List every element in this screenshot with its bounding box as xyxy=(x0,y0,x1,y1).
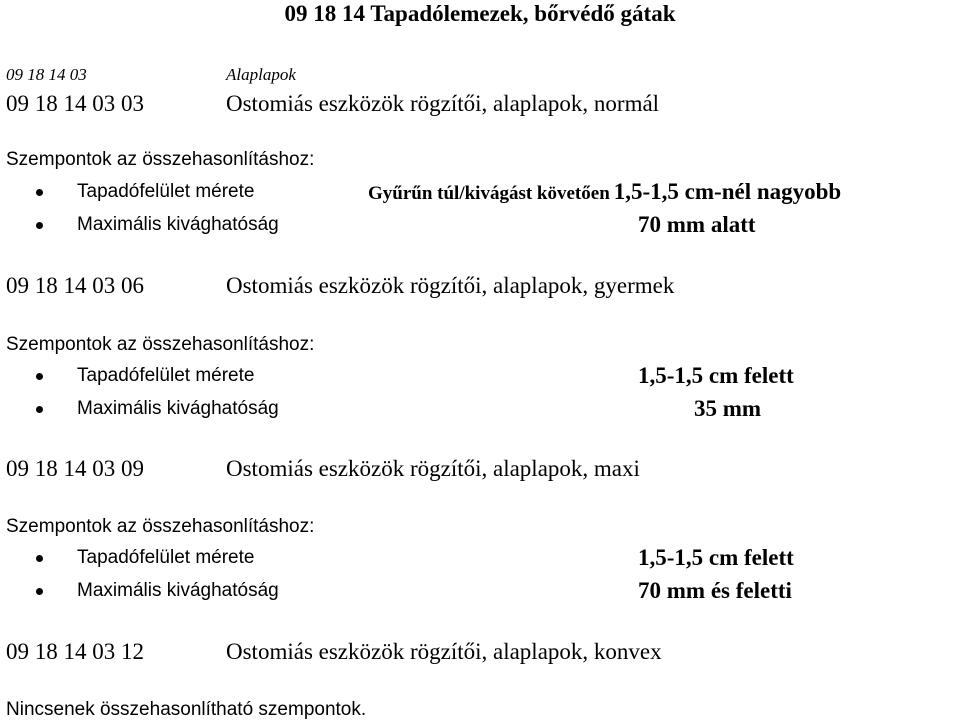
criterion-label: Maximális kivághatóság xyxy=(77,580,279,601)
criterion-value xyxy=(368,178,841,209)
criterion-value: 70 mm alatt xyxy=(638,212,756,237)
criterion-value: 1,5-1,5 cm felett xyxy=(638,363,794,388)
group-code: 09 18 14 03 xyxy=(6,65,87,84)
section-name: Ostomiás eszközök rögzítői, alaplapok, konvex xyxy=(226,639,662,664)
bullet-icon xyxy=(36,222,43,229)
bullet-icon xyxy=(36,555,43,562)
section-name: Ostomiás eszközök rögzítői, alaplapok, gyermek xyxy=(226,273,675,298)
section-name: Ostomiás eszközök rögzítői, alaplapok, normál xyxy=(226,91,660,116)
bullet-icon xyxy=(36,588,43,595)
page-title: 09 18 14 Tapadólemezek, bőrvédő gátak xyxy=(284,1,676,26)
section-note: Nincsenek összehasonlítható szempontok. xyxy=(6,699,367,720)
criterion-value-part: Gyűrűn túl/kivágást követően xyxy=(368,183,610,204)
group-label: Alaplapok xyxy=(226,65,296,84)
section-name: Ostomiás eszközök rögzítői, alaplapok, maxi xyxy=(226,456,640,481)
bullet-icon xyxy=(36,189,43,196)
criterion-value: 35 mm xyxy=(694,396,762,421)
criterion-value: 70 mm és feletti xyxy=(638,578,792,603)
criterion-label: Tapadófelület mérete xyxy=(77,547,255,568)
section-code: 09 18 14 03 09 xyxy=(6,456,144,481)
criterion-label: Tapadófelület mérete xyxy=(77,181,255,202)
criterion-label: Tapadófelület mérete xyxy=(77,365,255,386)
criterion-label: Maximális kivághatóság xyxy=(77,398,279,419)
bullet-icon xyxy=(36,373,43,380)
bullet-icon xyxy=(36,406,43,413)
criterion-label: Maximális kivághatóság xyxy=(77,214,279,235)
criteria-heading: Szempontok az összehasonlításhoz: xyxy=(6,149,315,170)
criteria-heading: Szempontok az összehasonlításhoz: xyxy=(6,334,315,355)
section-code: 09 18 14 03 06 xyxy=(6,273,144,298)
criterion-value-part: 1,5-1,5 cm-nél nagyobb xyxy=(613,179,842,204)
criterion-value: 1,5-1,5 cm felett xyxy=(638,545,794,570)
criteria-heading: Szempontok az összehasonlításhoz: xyxy=(6,516,315,537)
section-code: 09 18 14 03 12 xyxy=(6,639,144,664)
section-code: 09 18 14 03 03 xyxy=(6,91,144,116)
